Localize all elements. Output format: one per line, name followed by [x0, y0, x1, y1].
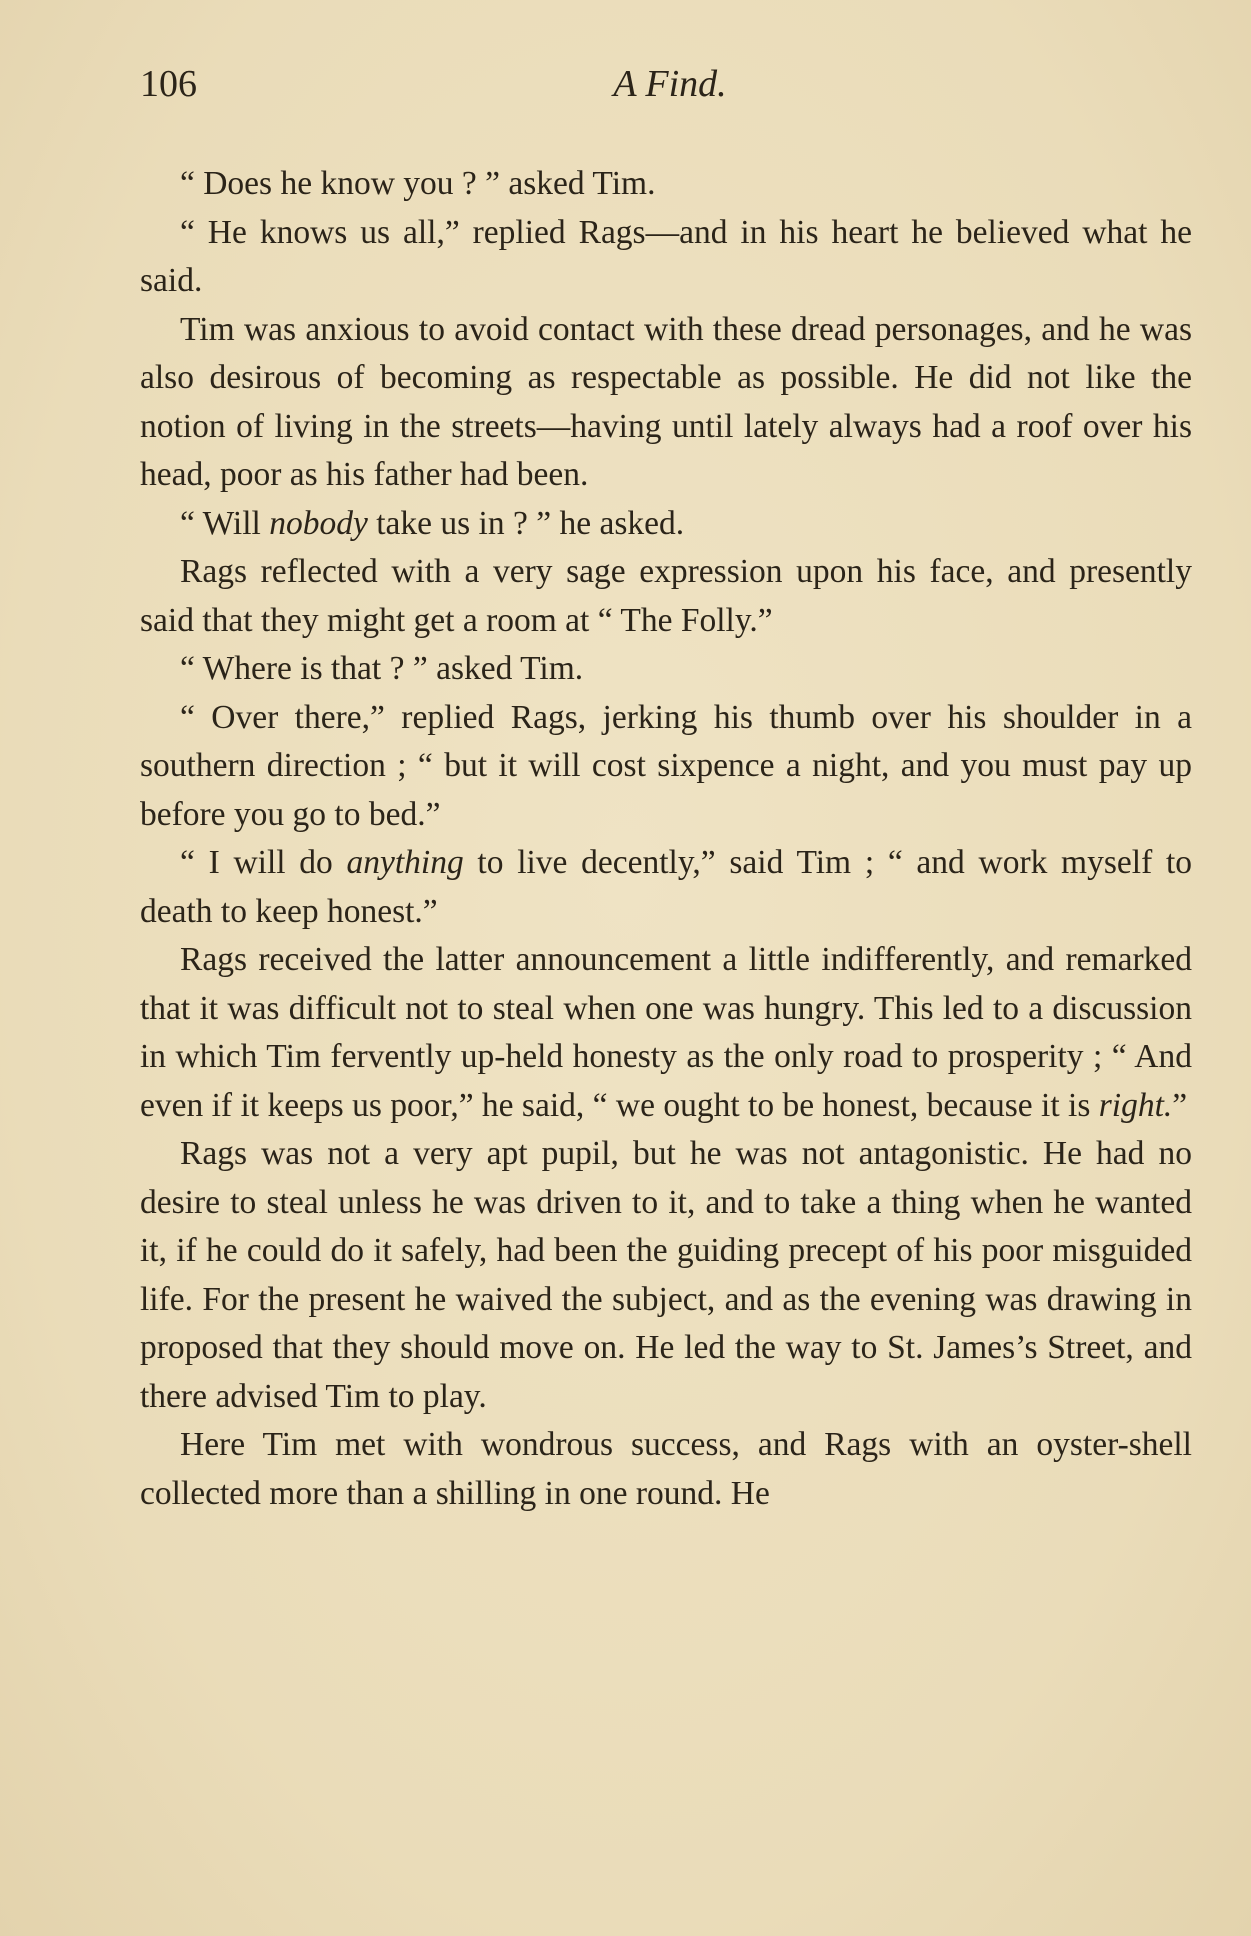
emphasis: nobody: [269, 504, 368, 542]
paragraph: “ Does he know you ? ” asked Tim.: [180, 165, 656, 202]
running-title: A Find.: [613, 63, 727, 105]
paragraph: Tim was anxious to avoid contact with these dread personages, and he was also desirous of becoming as respectable as possible. He did not like the notion of living in the streets—having until lately always had a roof over his head, poor as his father had been.: [140, 310, 1192, 493]
page-number: 106: [140, 63, 197, 105]
emphasis: right.: [1098, 1086, 1173, 1124]
paragraph: “ Where is that ? ” asked Tim.: [180, 650, 584, 687]
paragraph: “ Over there,” replied Rags, jerking his thumb over his shoulder in a southern direction ; “ but it will cost sixpence a night, and you must pay up before you go to bed.”: [140, 698, 1192, 833]
emphasis: anything: [346, 844, 464, 881]
paragraph: Rags was not a very apt pupil, but he was not antagonistic. He had no desire to steal unless he was driven to it, and to take a thing when he wanted it, if he could do it safely, had been the guiding precept of his poor misguided life. For the present he waived the subject, and as the evening was drawing in proposed that they should move on. He led the way to St. James’s Street, and there advised Tim to play.: [140, 1135, 1192, 1415]
paragraph: “ I will do anything to live decently,” said Tim ; “ and work myself to death to keep honest.”: [140, 844, 1192, 930]
paragraph: “ He knows us all,” replied Rags—and in his heart he believed what he said.: [140, 213, 1192, 299]
paragraph: Rags reflected with a very sage expression upon his face, and presently said that they might get a room at “ The Folly.”: [140, 553, 1192, 639]
paragraph: Here Tim met with wondrous success, and Rags with an oyster-shell collected more than a shilling in one round. He: [140, 1426, 1192, 1512]
page-header: [140, 62, 1200, 112]
paragraph: Rags received the latter announcement a little indifferently, and remarked that it was difficult not to steal when one was hungry. This led to a discussion in which Tim fervently up-held honesty as the only road to prosperity ; “ And even if it keeps us poor,” he said, “ we ought to be honest, because it is right.”: [140, 941, 1192, 1124]
body-text: [140, 160, 1192, 1518]
paragraph: “ Will nobody take us in ? ” he asked.: [180, 504, 685, 542]
